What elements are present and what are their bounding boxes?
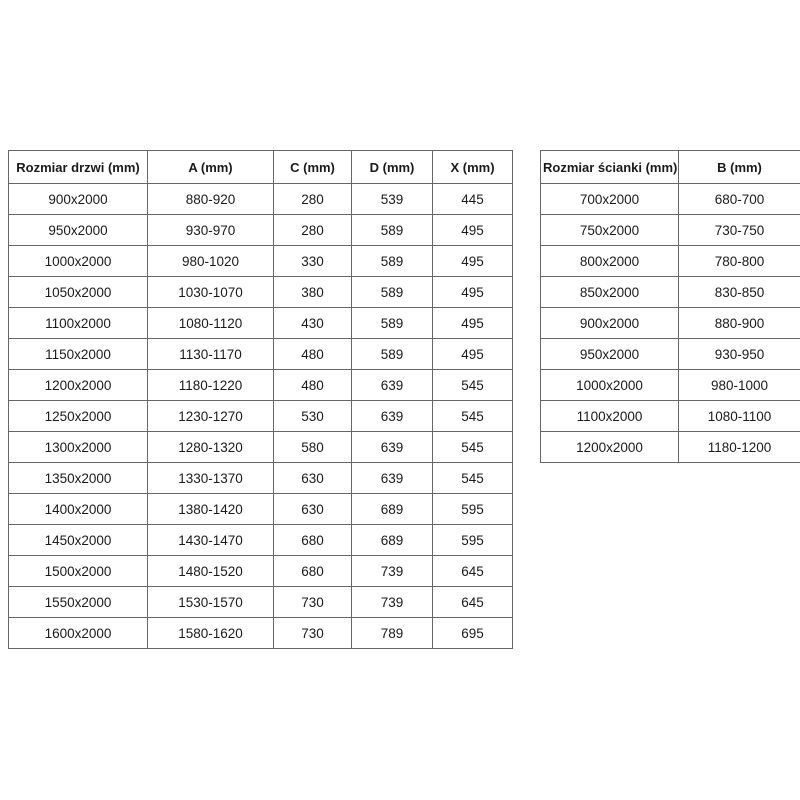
table-cell: 1600x2000: [9, 618, 148, 649]
table-cell: 1200x2000: [541, 432, 679, 463]
table-cell: 1550x2000: [9, 587, 148, 618]
table-cell: 1080-1100: [679, 401, 800, 432]
table-cell: 545: [433, 370, 513, 401]
table-cell: 1050x2000: [9, 277, 148, 308]
table-row: [9, 215, 513, 246]
table-cell: 595: [433, 494, 513, 525]
table-row: [9, 184, 513, 215]
table-cell: 900x2000: [541, 308, 679, 339]
table-cell: 280: [274, 184, 352, 215]
table-cell: 539: [352, 184, 433, 215]
table-cell: 1200x2000: [9, 370, 148, 401]
table-cell: 1580-1620: [148, 618, 274, 649]
table-cell: 1180-1200: [679, 432, 800, 463]
table-row: [541, 277, 800, 308]
table-cell: 1180-1220: [148, 370, 274, 401]
table-cell: 1450x2000: [9, 525, 148, 556]
table-cell: 380: [274, 277, 352, 308]
table-cell: 1400x2000: [9, 494, 148, 525]
table-cell: 495: [433, 246, 513, 277]
table-cell: 545: [433, 401, 513, 432]
table-cell: 495: [433, 215, 513, 246]
table-row: [541, 370, 800, 401]
table-cell: 880-920: [148, 184, 274, 215]
table-cell: 739: [352, 556, 433, 587]
table-row: [9, 339, 513, 370]
column-header: B (mm): [679, 151, 800, 184]
table-cell: 1030-1070: [148, 277, 274, 308]
table-cell: 730: [274, 587, 352, 618]
table-cell: 589: [352, 215, 433, 246]
table-cell: 930-970: [148, 215, 274, 246]
table-cell: 1350x2000: [9, 463, 148, 494]
table-cell: 980-1020: [148, 246, 274, 277]
table-row: [9, 370, 513, 401]
table-row: [9, 246, 513, 277]
table-cell: 495: [433, 277, 513, 308]
table-cell: 1530-1570: [148, 587, 274, 618]
table-row: [541, 339, 800, 370]
table-cell: 830-850: [679, 277, 800, 308]
table-row: [9, 618, 513, 649]
table-cell: 1330-1370: [148, 463, 274, 494]
table-cell: 1230-1270: [148, 401, 274, 432]
table-row: [541, 432, 800, 463]
table-cell: 645: [433, 556, 513, 587]
table-cell: 930-950: [679, 339, 800, 370]
table-cell: 545: [433, 432, 513, 463]
table-cell: 1280-1320: [148, 432, 274, 463]
header-row: [9, 151, 513, 184]
table-cell: 639: [352, 370, 433, 401]
table-row: [9, 432, 513, 463]
table-cell: 880-900: [679, 308, 800, 339]
table-cell: 980-1000: [679, 370, 800, 401]
column-header: D (mm): [352, 151, 433, 184]
table-row: [9, 525, 513, 556]
table-cell: 445: [433, 184, 513, 215]
table-cell: 589: [352, 339, 433, 370]
column-header: X (mm): [433, 151, 513, 184]
table-cell: 580: [274, 432, 352, 463]
table-cell: 1300x2000: [9, 432, 148, 463]
table-cell: 950x2000: [541, 339, 679, 370]
table-cell: 630: [274, 463, 352, 494]
table-cell: 589: [352, 308, 433, 339]
table-cell: 750x2000: [541, 215, 679, 246]
table-row: [9, 463, 513, 494]
table-cell: 480: [274, 339, 352, 370]
table-cell: 1100x2000: [9, 308, 148, 339]
table-cell: 1380-1420: [148, 494, 274, 525]
table-row: [9, 587, 513, 618]
table-cell: 1000x2000: [541, 370, 679, 401]
table-cell: 1480-1520: [148, 556, 274, 587]
column-header: Rozmiar drzwi (mm): [9, 151, 148, 184]
table-cell: 330: [274, 246, 352, 277]
table-cell: 689: [352, 494, 433, 525]
table-cell: 1080-1120: [148, 308, 274, 339]
table-cell: 645: [433, 587, 513, 618]
table-cell: 680: [274, 556, 352, 587]
table-cell: 680-700: [679, 184, 800, 215]
table-cell: 639: [352, 432, 433, 463]
table-row: [9, 308, 513, 339]
table-cell: 789: [352, 618, 433, 649]
table-cell: 730: [274, 618, 352, 649]
table-cell: 280: [274, 215, 352, 246]
table-cell: 630: [274, 494, 352, 525]
table-cell: 700x2000: [541, 184, 679, 215]
table-cell: 595: [433, 525, 513, 556]
table-cell: 430: [274, 308, 352, 339]
table-cell: 480: [274, 370, 352, 401]
table-cell: 589: [352, 246, 433, 277]
column-header: Rozmiar ścianki (mm): [541, 151, 679, 184]
wall-sizes-table: [540, 150, 800, 463]
door-sizes-table: [8, 150, 513, 649]
table-row: [9, 277, 513, 308]
table-cell: 680: [274, 525, 352, 556]
table-cell: 530: [274, 401, 352, 432]
table-cell: 780-800: [679, 246, 800, 277]
table-row: [9, 556, 513, 587]
table-cell: 495: [433, 339, 513, 370]
table-cell: 1000x2000: [9, 246, 148, 277]
table-cell: 1430-1470: [148, 525, 274, 556]
column-header: A (mm): [148, 151, 274, 184]
table-cell: 589: [352, 277, 433, 308]
table-cell: 800x2000: [541, 246, 679, 277]
table-row: [9, 494, 513, 525]
table-cell: 950x2000: [9, 215, 148, 246]
table-cell: 639: [352, 401, 433, 432]
table-cell: 495: [433, 308, 513, 339]
table-cell: 545: [433, 463, 513, 494]
table-cell: 730-750: [679, 215, 800, 246]
table-cell: 900x2000: [9, 184, 148, 215]
table-cell: 689: [352, 525, 433, 556]
column-header: C (mm): [274, 151, 352, 184]
table-row: [541, 308, 800, 339]
table-row: [541, 215, 800, 246]
table-cell: 1100x2000: [541, 401, 679, 432]
table-cell: 739: [352, 587, 433, 618]
table-row: [541, 246, 800, 277]
table-cell: 639: [352, 463, 433, 494]
table-cell: 1250x2000: [9, 401, 148, 432]
table-cell: 1150x2000: [9, 339, 148, 370]
table-row: [9, 401, 513, 432]
table-cell: 850x2000: [541, 277, 679, 308]
table-cell: 1500x2000: [9, 556, 148, 587]
table-cell: 695: [433, 618, 513, 649]
header-row: [541, 151, 800, 184]
table-row: [541, 401, 800, 432]
table-row: [541, 184, 800, 215]
table-cell: 1130-1170: [148, 339, 274, 370]
